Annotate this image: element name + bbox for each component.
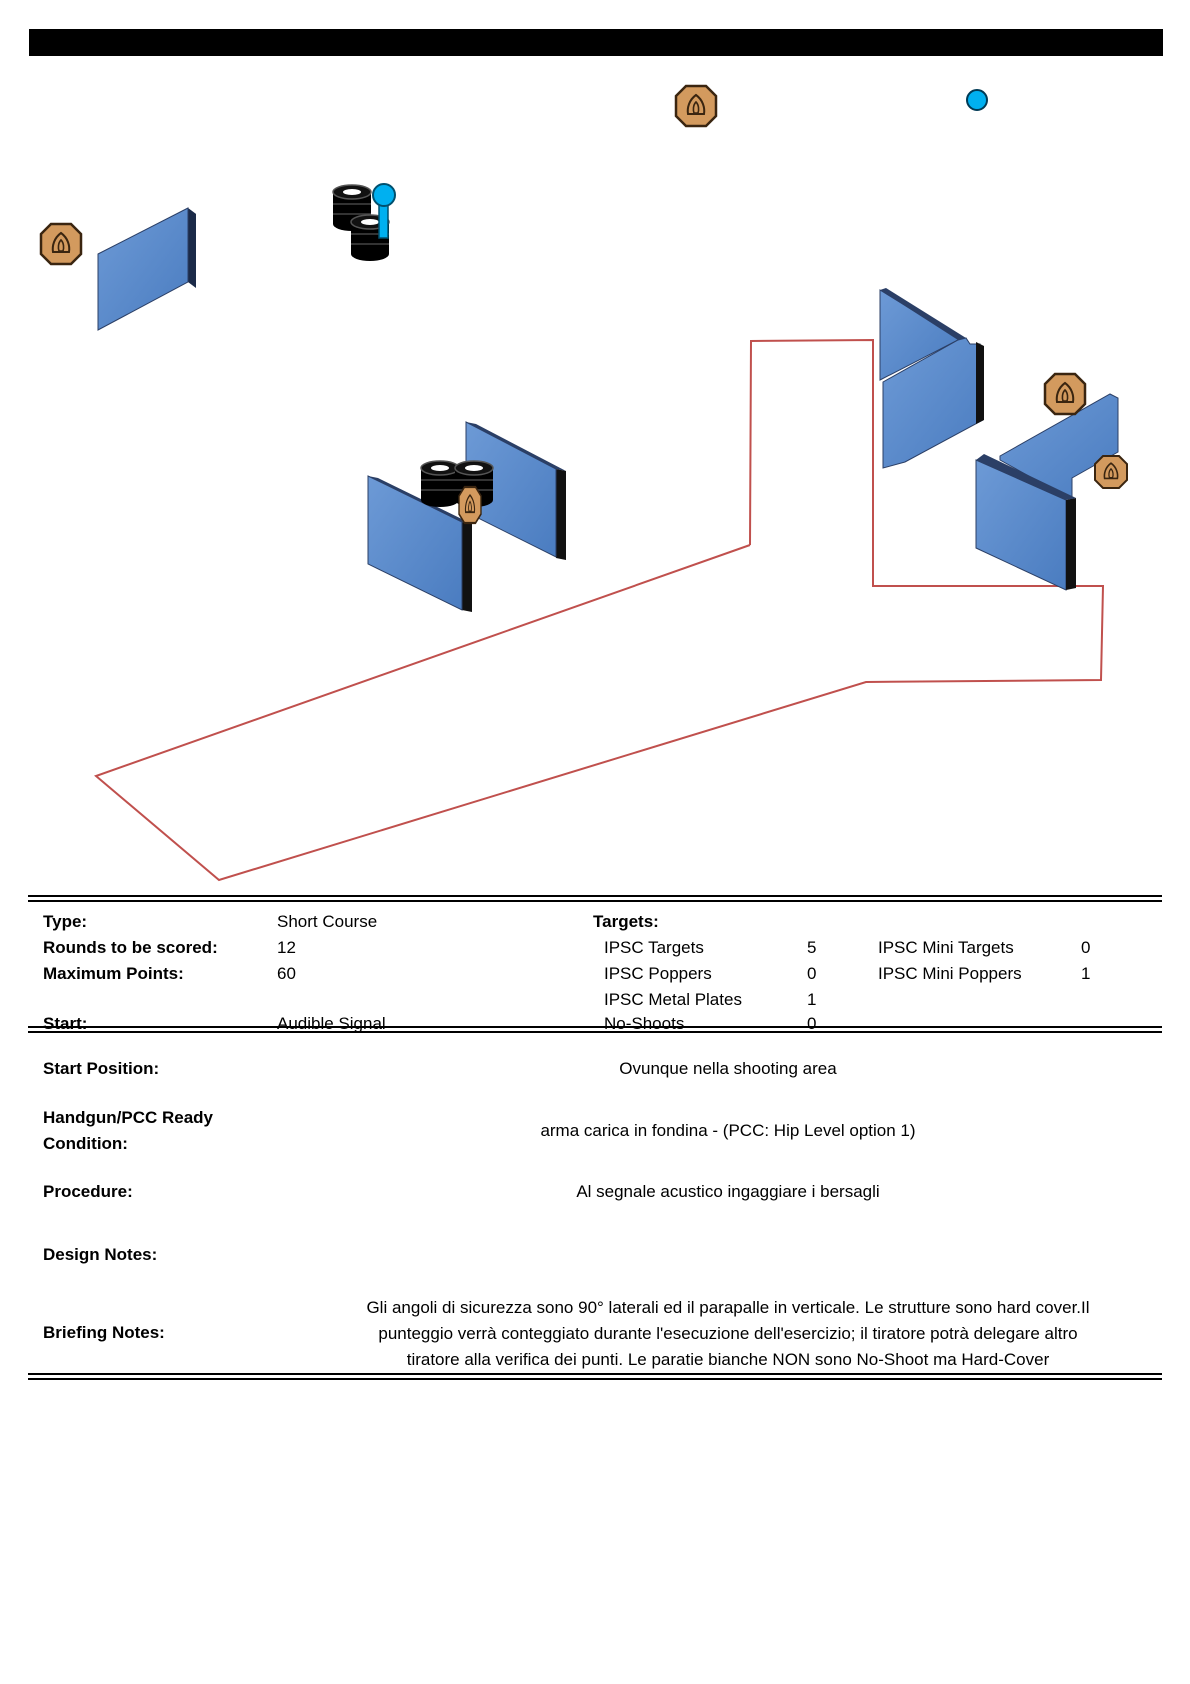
start-position-label: Start Position: [43, 1059, 160, 1078]
briefing-notes-line1: Gli angoli di sicurezza sono 90° laterali ed il parapalle in verticale. Le strutture sono hard cover.Il [366, 1298, 1090, 1317]
ipsc-poppers-label: IPSC Poppers [604, 964, 712, 983]
rounds-label: Rounds to be scored: [43, 938, 218, 957]
metal-plates-value: 1 [807, 990, 817, 1009]
ready-value: arma carica in fondina - (PCC: Hip Level option 1) [540, 1121, 916, 1140]
divider [28, 1026, 1162, 1033]
briefing-notes-line3: tiratore alla verifica dei punti. Le paratie bianche NON sono No-Shoot ma Hard-Cover [406, 1350, 1050, 1369]
ipsc-target-icon [41, 224, 81, 264]
mini-poppers-label: IPSC Mini Poppers [878, 964, 1022, 983]
ready-label-line1: Handgun/PCC Ready [43, 1108, 214, 1127]
design-notes-label: Design Notes: [43, 1245, 158, 1264]
divider [28, 1373, 1162, 1380]
start-label: Start: [43, 1014, 88, 1033]
metal-plates-label: IPSC Metal Plates [604, 990, 742, 1009]
briefing-notes-line2: punteggio verrà conteggiato durante l'esecuzione dell'esercizio; il tiratore potrà delegare altro [378, 1324, 1078, 1343]
ipsc-target-icon [459, 487, 481, 523]
wall-icon [976, 394, 1118, 590]
type-value: Short Course [277, 912, 378, 931]
no-shoots-label: No-Shoots [604, 1014, 685, 1033]
mini-targets-label: IPSC Mini Targets [878, 938, 1014, 957]
wall-icon [98, 208, 196, 330]
wall-icon [880, 288, 984, 468]
points-label: Maximum Points: [43, 964, 184, 983]
barrel-icon [421, 461, 459, 507]
type-label: Type: [43, 912, 88, 931]
ipsc-targets-value: 5 [807, 938, 817, 957]
ipsc-target-icon [1045, 374, 1085, 414]
procedure-label: Procedure: [43, 1182, 133, 1201]
mini-targets-value: 0 [1081, 938, 1091, 957]
briefing-notes-label: Briefing Notes: [43, 1323, 165, 1342]
targets-label: Targets: [593, 912, 659, 931]
ipsc-target-icon [1095, 456, 1127, 488]
points-value: 60 [277, 964, 296, 983]
ready-label-line2: Condition: [43, 1134, 128, 1153]
ipsc-targets-label: IPSC Targets [604, 938, 704, 957]
metal-plate-icon [967, 90, 987, 110]
start-position-value: Ovunque nella shooting area [619, 1059, 837, 1078]
rounds-value: 12 [277, 938, 296, 957]
divider [28, 895, 1162, 902]
ipsc-target-icon [676, 86, 716, 126]
mini-poppers-value: 1 [1081, 964, 1091, 983]
ipsc-poppers-value: 0 [807, 964, 817, 983]
procedure-value: Al segnale acustico ingaggiare i bersagli [576, 1182, 880, 1201]
start-value: Audible Signal [277, 1014, 386, 1033]
no-shoots-value: 0 [807, 1014, 817, 1033]
